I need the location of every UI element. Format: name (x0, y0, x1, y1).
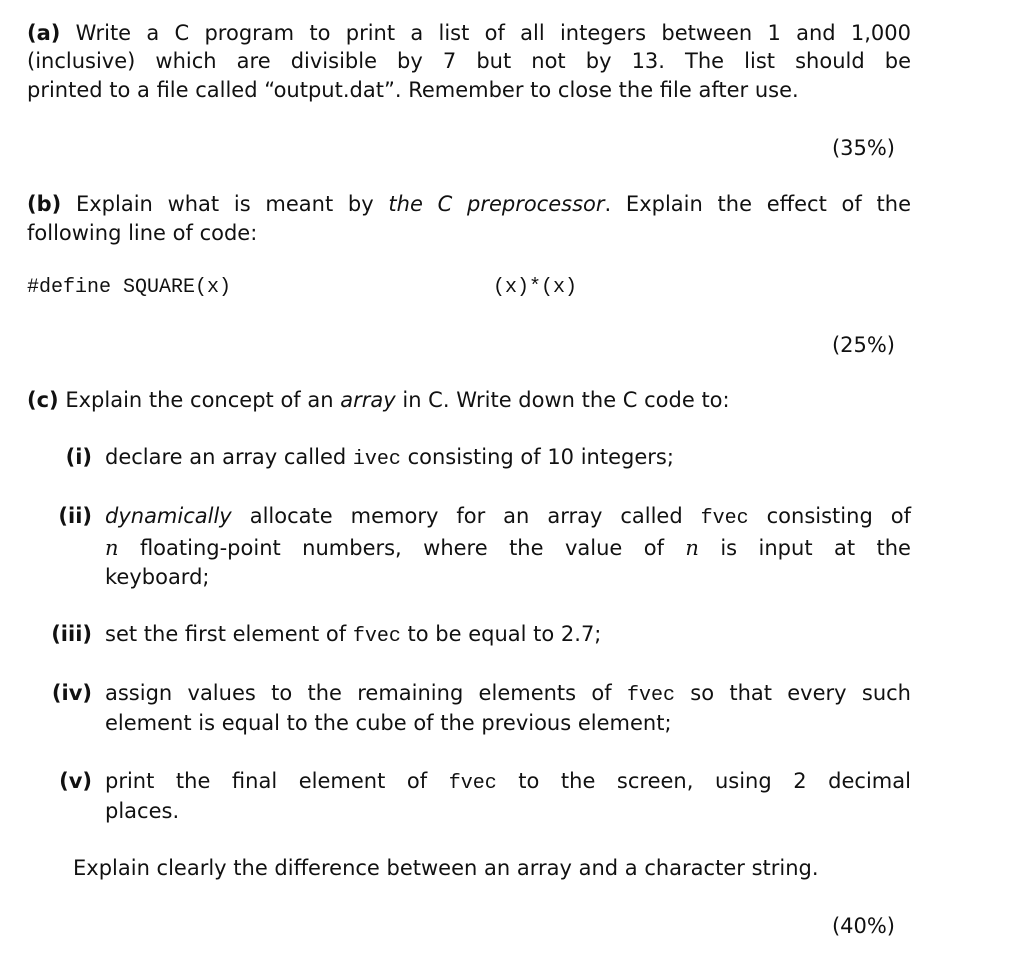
part-b-line-1 (27, 191, 911, 217)
item-iii-line (105, 621, 911, 650)
item-text: print the final element of (105, 769, 428, 793)
part-b-label: (b) (27, 192, 62, 216)
code-define: #define SQUARE(x) (27, 276, 232, 299)
item-text: consisting of 10 integers; (407, 445, 674, 469)
part-a-label: (a) (27, 21, 61, 45)
part-a-line-2: (inclusive) which are divisible by 7 but not by 13. The list should be (27, 49, 911, 73)
part-a-text: Write a C program to print a list of all integers between 1 and 1,000 (75, 21, 911, 45)
part-c-marks: (40%) (831, 914, 895, 938)
part-b-marks: (25%) (831, 333, 895, 357)
item-text: is input at the (720, 536, 911, 560)
item-iv-line-1 (105, 680, 911, 709)
item-text: assign values to the remaining elements of (105, 681, 612, 705)
item-text: set the first element of (105, 622, 347, 646)
part-c-closing: Explain clearly the difference between an array and a character string. (73, 856, 819, 880)
item-code: fvec (352, 625, 401, 648)
part-c-label: (c) (27, 388, 59, 412)
item-i-line (105, 444, 911, 473)
item-code: fvec (626, 684, 675, 707)
item-ii-line-2 (105, 535, 911, 561)
item-v-label: (v) (59, 769, 92, 793)
part-b-text: Explain what is meant by (75, 192, 374, 216)
item-code: ivec (352, 448, 401, 471)
part-c-italic: array (340, 388, 396, 412)
item-code: fvec (700, 507, 749, 530)
part-c-text-end: in C. Write down the C code to: (402, 388, 730, 412)
item-iv-label: (iv) (51, 681, 92, 705)
item-text: to the screen, using 2 decimal (518, 769, 911, 793)
item-text: declare an array called (105, 445, 347, 469)
part-b-line-2: following line of code: (27, 221, 258, 245)
item-text: consisting of (766, 504, 911, 528)
part-b-italic: the C preprocessor (388, 192, 605, 216)
item-v-line-1 (105, 768, 911, 797)
part-a-line-1 (27, 20, 911, 46)
item-text: floating-point numbers, where the value of (139, 536, 664, 560)
part-c-intro (27, 387, 911, 413)
item-text: allocate memory for an array called (249, 504, 683, 528)
part-a-line-3: printed to a file called “output.dat”. Remember to close the file after use. (27, 78, 799, 102)
part-a-marks: (35%) (831, 136, 895, 160)
item-code: fvec (448, 772, 497, 795)
item-italic: dynamically (105, 504, 232, 528)
item-iv-line-2: element is equal to the cube of the previous element; (105, 711, 672, 735)
item-iii-label: (iii) (51, 622, 92, 646)
item-v-line-2: places. (105, 799, 180, 823)
item-i-label: (i) (65, 445, 92, 469)
part-b-text-end: . Explain the effect of the (604, 192, 911, 216)
item-ii-line-1 (105, 503, 911, 532)
item-ii-line-3: keyboard; (105, 565, 210, 589)
item-text: so that every such (690, 681, 911, 705)
item-ii-label: (ii) (58, 504, 92, 528)
item-text: to be equal to 2.7; (407, 622, 602, 646)
item-variable: n (685, 536, 699, 560)
code-expression: (x)*(x) (493, 276, 578, 299)
part-c-text: Explain the concept of an (65, 388, 334, 412)
item-variable: n (105, 536, 119, 560)
